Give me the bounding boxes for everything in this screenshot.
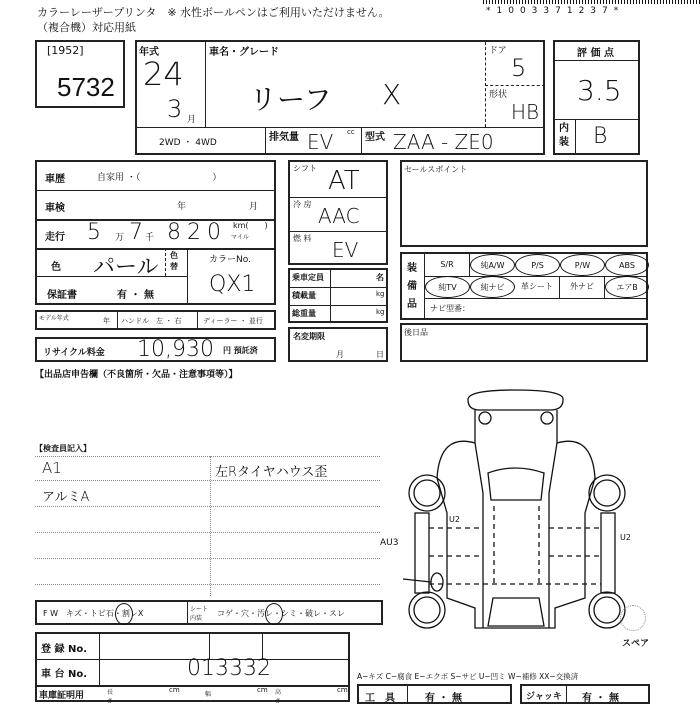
- name-change-label: 名変期限: [293, 332, 325, 341]
- damage-mark: U2: [449, 515, 460, 524]
- circle-mark: [115, 603, 133, 625]
- equip-genuine-tv[interactable]: [425, 276, 470, 298]
- year-label: 年式: [139, 47, 159, 58]
- equip-label: S/R: [440, 260, 454, 269]
- month-unit: 月: [187, 115, 197, 125]
- inspection-year-unit: 年: [177, 202, 187, 212]
- model-label: 型式: [365, 132, 385, 143]
- equip-airbag[interactable]: [605, 276, 649, 298]
- seller-note-label: 【出品店申告欄（不良箇所・欠品・注意事項等）】: [35, 370, 238, 380]
- name-change-month: 月: [336, 350, 344, 359]
- note-line: [35, 532, 380, 533]
- color-label: 色: [51, 262, 61, 273]
- fw-label: F W キズ・トビ石・割レX: [43, 609, 144, 618]
- equip-label: 純TV: [438, 283, 457, 292]
- year-value: 24: [143, 55, 184, 93]
- score-label: 評 価 点: [577, 48, 614, 59]
- mile-unit: マイル: [231, 234, 249, 241]
- equip-aftermarket-navi[interactable]: [560, 276, 605, 298]
- width-label: 幅: [205, 691, 212, 698]
- gross-unit: kg: [376, 308, 385, 316]
- cc-unit: cc: [347, 128, 355, 136]
- spare-label: スペア: [622, 639, 650, 649]
- equip-label: 純A/W: [480, 261, 505, 270]
- ac-label: 冷 房: [293, 200, 312, 209]
- lot-box: [35, 40, 125, 108]
- spare-tire-icon: [620, 605, 646, 631]
- note-line: [35, 506, 380, 507]
- jack-box: [520, 684, 650, 704]
- tools-label: 工 具: [365, 693, 395, 704]
- cm-unit: cm: [337, 686, 348, 694]
- seat-label: シート内装: [190, 606, 209, 622]
- door-value: 5: [511, 54, 527, 82]
- spec-box: [288, 160, 388, 265]
- interior-value: B: [593, 124, 608, 149]
- sales-point-label: セールスポイント: [404, 165, 468, 174]
- fw-row: [35, 600, 383, 625]
- shift-value: AT: [328, 166, 360, 196]
- car-name: リーフ: [249, 83, 332, 116]
- name-label: 車名・グレード: [209, 47, 279, 58]
- inspection-month-unit: 月: [249, 202, 259, 212]
- equip-genuine-aw[interactable]: [470, 254, 515, 276]
- chassis-value: 013332: [187, 656, 271, 681]
- damage-mark: U2: [620, 533, 631, 542]
- car-diagram: [375, 388, 665, 643]
- equip-label: ABS: [619, 261, 635, 270]
- equip-leather-seat[interactable]: [515, 276, 560, 298]
- month-value: 3: [167, 95, 183, 123]
- model-value: ZAA - ZE0: [393, 130, 494, 154]
- note-line: [35, 480, 380, 481]
- man-unit: 万: [115, 233, 125, 243]
- mileage-man: 5: [87, 220, 101, 245]
- history-box: [35, 160, 276, 305]
- fuel-value: EV: [332, 238, 359, 262]
- seat-items: コゲ・穴・汚レ・シミ・破レ・スレ: [217, 609, 345, 618]
- inspector-note: アルミA: [42, 490, 90, 505]
- color-no-value: QX1: [209, 272, 256, 297]
- score-box: [553, 40, 640, 155]
- equip-ps[interactable]: [515, 254, 560, 276]
- shift-label: シフト: [293, 164, 317, 173]
- reg-label: 登 録 No.: [41, 644, 88, 655]
- history-value: 自家用 ・（ ）: [97, 173, 222, 183]
- height-label: 高さ: [275, 689, 282, 705]
- note-line: [35, 558, 380, 559]
- recycle-label: リサイクル料金: [43, 348, 105, 358]
- shape-value: HB: [511, 100, 540, 124]
- mileage-rest: 820: [167, 220, 227, 245]
- note-line: [35, 456, 380, 457]
- name-change-box: [288, 327, 388, 362]
- note-divider: [210, 456, 211, 596]
- garage-cert-label: 車庫証明用: [39, 691, 85, 701]
- warranty-label: 保証書: [47, 290, 77, 301]
- note-line: [35, 584, 380, 585]
- car-grade: X: [382, 78, 402, 111]
- door-label: ドア: [489, 46, 507, 56]
- vehicle-box: [135, 40, 545, 155]
- model-row: [35, 310, 276, 330]
- inspector-note: 左Rタイヤハウス歪: [215, 465, 328, 480]
- equipment-label: 装備品: [407, 263, 417, 310]
- equip-label: 外ナビ: [570, 282, 594, 291]
- cm-unit: cm: [257, 686, 268, 694]
- sales-point-box: [400, 160, 648, 247]
- sen-unit: 千: [145, 233, 155, 243]
- dealer-option: ディーラー ・ 並行: [203, 317, 263, 325]
- equip-genuine-navi[interactable]: [470, 276, 515, 298]
- damage-legend: A−キズ C−腐食 E−エクボ S−サビ U−凹ミ W−補修 XX−交換済: [357, 672, 579, 681]
- mileage-label: 走行: [45, 232, 65, 243]
- tools-box: [357, 684, 512, 704]
- equip-pw[interactable]: [560, 254, 605, 276]
- ac-value: AAC: [318, 204, 360, 228]
- color-no-label: カラーNo.: [209, 255, 251, 265]
- jack-value[interactable]: 有 ・ 無: [582, 693, 619, 704]
- registration-box: [35, 632, 350, 705]
- fuel-label: 燃 料: [293, 234, 312, 243]
- equip-label: P/W: [574, 261, 591, 270]
- color-value: パール: [93, 255, 159, 280]
- km-unit: km( ): [233, 221, 268, 230]
- barcode-digits: *1003371237*: [486, 6, 625, 16]
- lot-code: [1952]: [47, 44, 84, 57]
- navi-model-label: ナビ型番：: [430, 304, 470, 313]
- drive-label: 2WD ・ 4WD: [159, 138, 217, 148]
- header-line2: （複合機）対応用紙: [37, 21, 136, 34]
- recycle-value: 10,930: [137, 337, 214, 362]
- model-year-label: モデル年式: [39, 315, 69, 322]
- length-label: 長さ: [107, 689, 114, 705]
- capacity-box: [288, 268, 388, 323]
- equipment-box: [400, 252, 648, 320]
- tools-value[interactable]: 有 ・ 無: [425, 693, 462, 704]
- displacement-label: 排気量: [269, 132, 299, 143]
- later-items-label: 後日品: [404, 328, 428, 337]
- lot-number: 5732: [57, 72, 115, 102]
- capacity-label: 乗車定員: [292, 273, 324, 282]
- chassis-label: 車 台 No.: [41, 669, 88, 680]
- cm-unit: cm: [169, 686, 180, 694]
- inspector-label: 【検査員記入】: [35, 444, 91, 453]
- equip-abs[interactable]: [605, 254, 649, 276]
- load-label: 積載量: [292, 291, 316, 300]
- header-line1: カラーレーザープリンタ ※ 水性ボールペンはご利用いただけません。: [37, 6, 390, 19]
- circle-mark: [265, 603, 283, 625]
- history-label: 車歴: [45, 174, 65, 185]
- recycle-unit: 円 預託済: [223, 346, 258, 355]
- barcode: [483, 0, 700, 4]
- color-change-label: 色替: [170, 251, 178, 271]
- recycle-row: [35, 337, 276, 362]
- name-change-day: 日: [376, 350, 384, 359]
- later-items-box: [400, 323, 648, 362]
- model-year-unit: 年: [103, 317, 110, 325]
- interior-label: 内装: [559, 123, 569, 148]
- damage-mark: AU3: [380, 538, 399, 548]
- mileage-sen: 7: [129, 220, 143, 245]
- gross-label: 総重量: [292, 309, 316, 318]
- equip-sr[interactable]: [425, 254, 470, 276]
- equip-label: 革シート: [521, 282, 553, 291]
- load-unit: kg: [376, 290, 385, 298]
- equip-label: P/S: [531, 261, 544, 270]
- displacement-value: EV: [307, 130, 334, 154]
- equip-label: 純ナビ: [480, 283, 505, 292]
- score-value: 3.5: [577, 74, 622, 107]
- equip-label: エアB: [616, 283, 638, 292]
- shape-label: 形状: [489, 90, 508, 100]
- inspector-note: A1: [42, 459, 62, 477]
- inspection-label: 車検: [45, 203, 65, 214]
- jack-label: ジャッキ: [526, 692, 562, 702]
- capacity-unit: 名: [376, 273, 384, 282]
- warranty-value[interactable]: 有 ・ 無: [117, 290, 154, 301]
- handle-option: ハンドル 左 ・ 右: [121, 317, 182, 325]
